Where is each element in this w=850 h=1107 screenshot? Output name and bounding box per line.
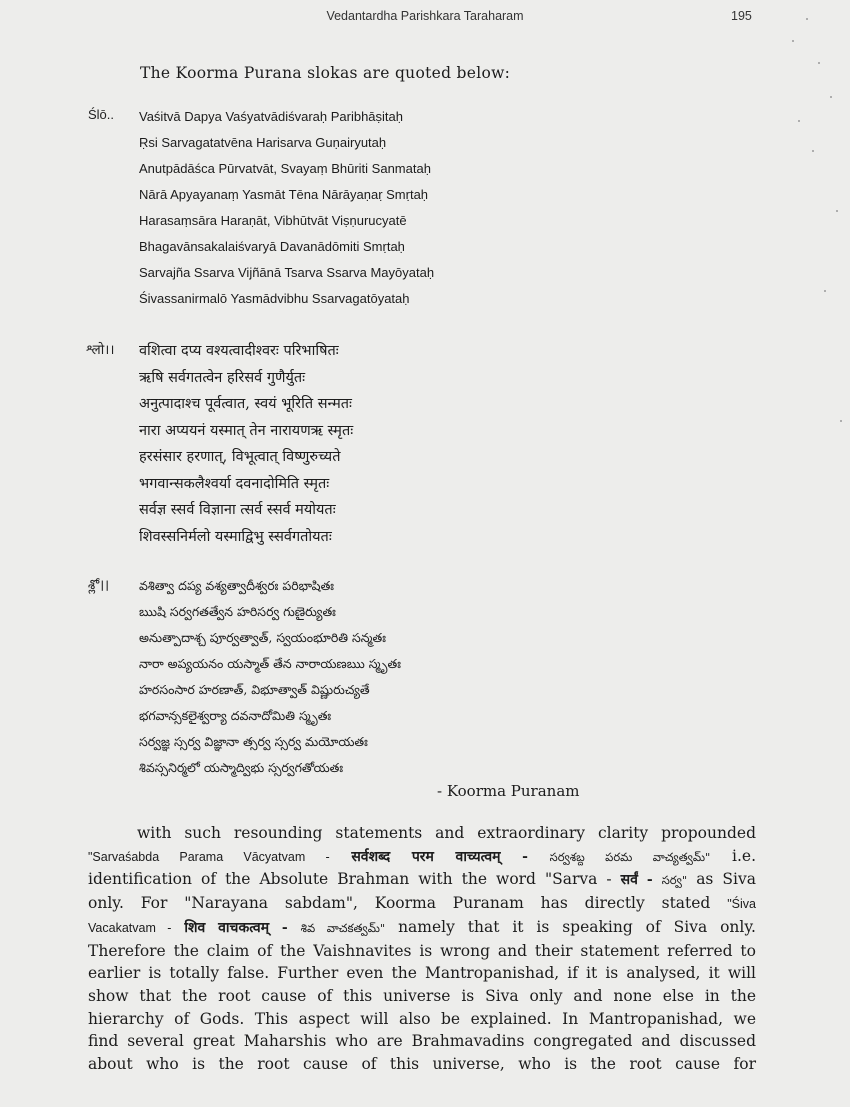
sloka-line: Sarvajña Ssarva Vijñānā Tsarva Ssarva Mayōyataḥ [139,265,435,280]
scan-speck [830,96,832,98]
paragraph-line: hierarchy of Gods. This aspect will also be explained. In Mantropanishad, we [88,1009,756,1028]
paragraph-line: earlier is totally false. Further even the Mantropanishad, if it is analysed, it will [88,964,756,983]
sloka-line: Harasaṃsāra Haraṇāt, Vibhūtvāt Viṣṇurucyatē [139,213,407,228]
paragraph-line [88,845,756,869]
telugu-term: సర్వశబ్ద పరమ వాచ్యత్వమ్" [549,849,711,864]
sloka-line: शिवस्सनिर्मलो यस्माद्विभु स्सर्वगतोयतः [139,528,332,545]
roman-sloka-lines [139,104,434,312]
transliteration-term: "Sarvaśabda Parama Vācyatvam - [88,849,330,864]
sloka-line: ऋषि सर्वगतत्वेन हरिसर्व गुणैर्युतः [139,369,306,386]
sloka-line: వశిత్వా దప్య వశ్యత్వాదీశ్వరః పరిభాషితః [139,578,335,593]
sloka-line: నారా అప్యయనం యస్మాత్ తేన నారాయణఋ స్మృతః [139,656,401,671]
text-run: only. For "Narayana sabdam", Koorma Puranam has directly stated [88,894,711,913]
scan-speck [806,18,808,20]
text-run: identification of the Absolute Brahman with the word "Sarva - [88,870,612,889]
sloka-line: अनुत्पादाश्च पूर्वत्वात, स्वयं भूरिति सन्मतः [139,396,352,412]
paragraph-line: about who is the root cause of this universe, who is the root cause for [88,1055,756,1074]
sloka-line: Bhagavānsakalaiśvaryā Davanādōmiti Smṛtaḥ [139,239,405,254]
intro-line: The Koorma Purana slokas are quoted below: [140,64,511,82]
sloka-line: Anutpādāśca Pūrvatvāt, Svayaṃ Bhūriti Sanmataḥ [139,161,431,176]
paragraph-line: find several great Maharshis who are Brahmavadins congregated and discussed [88,1032,756,1051]
transliteration-term: Vacakatvam - [88,920,172,935]
paragraph-line [88,892,756,916]
sloka-line: Vaśitvā Dapya Vaśyatvādiśvaraḥ Paribhāṣitaḥ [139,109,403,124]
telugu-sloka-lines [139,573,401,781]
sloka-line: वशित्वा दप्य वश्यत्वादीश्वरः परिभाषितः [139,343,339,359]
text-run: as Siva [696,870,756,889]
sloka-line: ఋషి సర్వగతత్వేన హరిసర్వ గుణైర్యుతః [139,604,336,619]
source-attribution: - Koorma Puranam [437,782,580,800]
scan-speck [818,62,820,64]
sloka-line: हरसंसार हरणात्, विभूत्वात् विष्णुरुच्यते [139,449,341,465]
paragraph-line: Therefore the claim of the Vaishnavites is wrong and their statement referred to [88,941,756,960]
devanagari-term: सर्वशब्द परम वाच्यत्वम् - [351,848,528,865]
transliteration-term: "Śiva [727,897,756,912]
body-paragraph [88,822,756,1076]
scan-speck [812,150,814,152]
sloka-line: శివస్సనిర్మలో యస్మాద్విభు స్సర్వగతోయతః [139,760,344,775]
sloka-line: భగవాన్సకలైశ్వర్యా దవనాదోమితి స్మృతః [139,708,332,723]
sloka-line: Śivassanirmalō Yasmādvibhu Ssarvagatōyataḥ [139,291,410,306]
sloka-line: सर्वज्ञ स्सर्व विज्ञाना त्सर्व स्सर्व मयोयतः [139,502,336,518]
paragraph-line: show that the root cause of this universe is Siva only and none else in the [88,986,756,1005]
paragraph-line [88,868,756,892]
scan-speck [840,420,842,422]
telugu-term: శివ వాచకత్వమ్" [300,920,386,935]
sloka-line: Ṛsi Sarvagatatvēna Harisarva Guṇairyutaḥ [139,135,387,150]
page-number: 195 [731,9,752,23]
sloka-line: Nārā Apyayanaṃ Yasmāt Tēna Nārāyaṇaṛ Smṛtaḥ [139,187,429,202]
devanagari-term: शिव वाचकत्वम् - [184,919,288,936]
scan-speck [798,120,800,122]
text-run: i.e. [732,846,756,865]
scan-speck [824,290,826,292]
text-run: namely that it is speaking of Siva only. [398,917,756,936]
telugu-term: సర్వ" [661,873,688,888]
paragraph-line: with such resounding statements and extraordinary clarity propounded [137,824,756,842]
sloka-line: भगवान्सकलैश्वर्या दवनादोमिति स्मृतः [139,475,330,492]
paragraph-line [88,916,756,940]
sloka-label-telugu: శ్లో।। [88,578,110,593]
running-header-title: Vedantardha Parishkara Taraharam [326,9,524,23]
scan-speck [836,210,838,212]
sloka-line: नारा अप्ययनं यस्मात् तेन नारायणऋ स्मृतः [139,422,354,439]
sloka-label-devanagari: श्लो।। [86,342,115,358]
devanagari-sloka-lines [139,338,353,550]
sloka-label-roman: Ślō.. [88,107,115,122]
sloka-line: హరసంసార హరణాత్, విభూత్వాత్ విష్ణురుచ్యతే [139,682,370,697]
sloka-line: సర్వజ్ఞ స్సర్వ విజ్ఞానా త్సర్వ స్సర్వ మయోయతః [139,734,368,749]
devanagari-term: सर्वं - [620,872,653,889]
sloka-line: అనుత్పాదాశ్చ పూర్వత్వాత్, స్వయంభూరితి సన్మతః [139,630,386,645]
scan-speck [792,40,794,42]
